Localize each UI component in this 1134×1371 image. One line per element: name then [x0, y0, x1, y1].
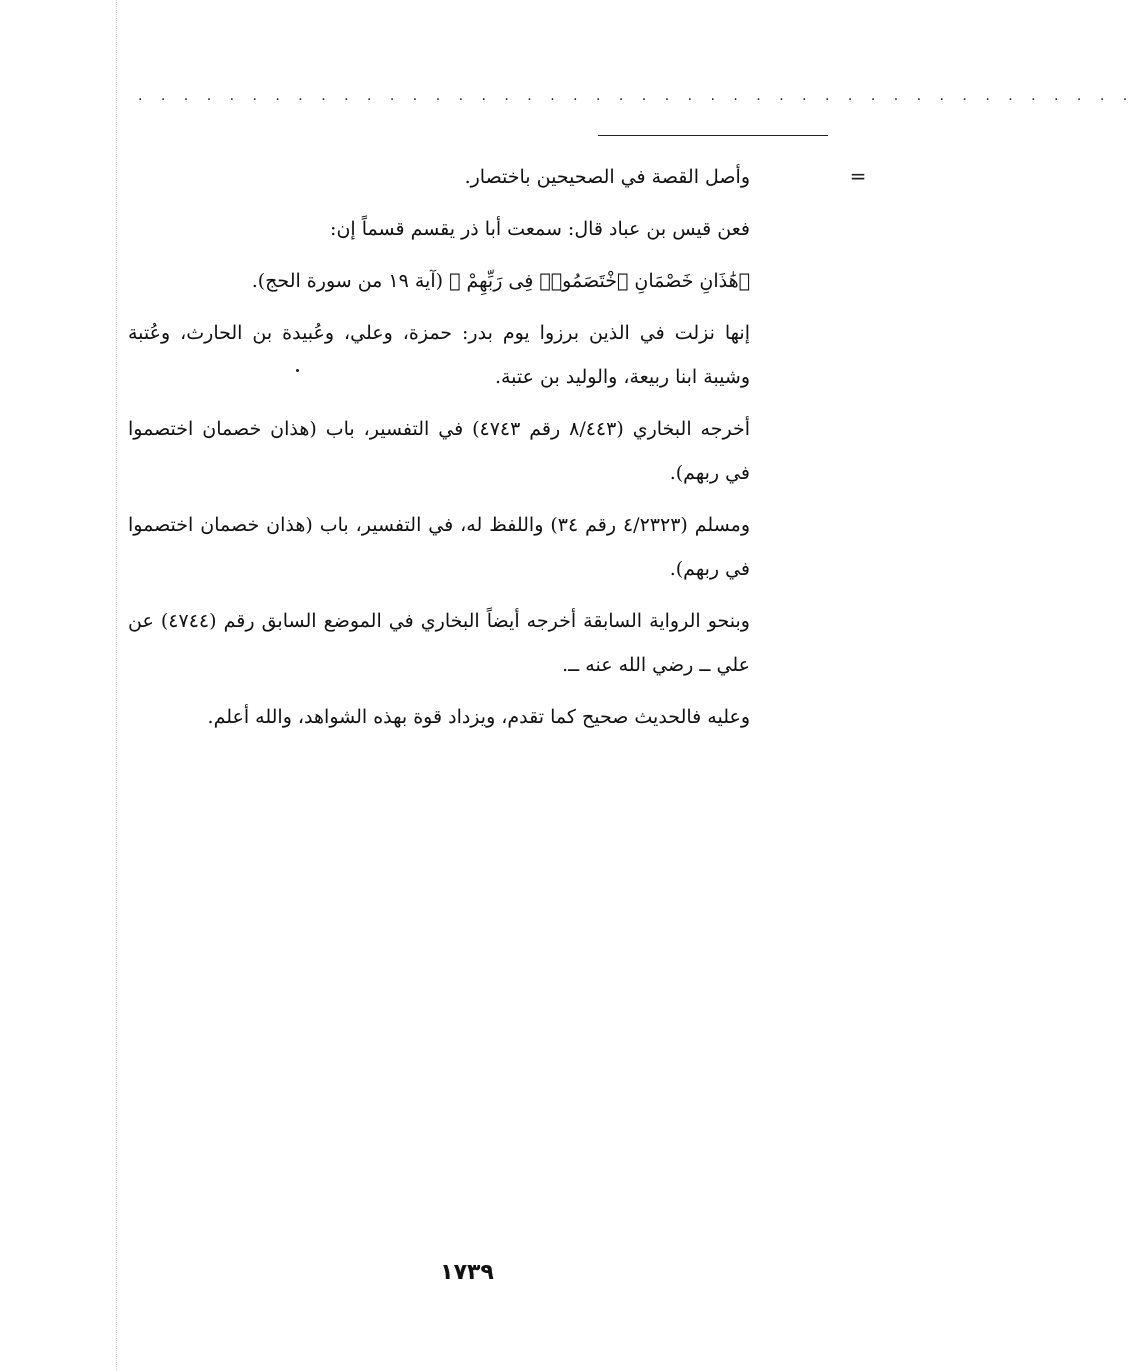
footnote-rule — [598, 135, 828, 136]
scan-edge — [116, 0, 117, 1371]
paragraph-narration: فعن قيس بن عباد قال: سمعت أبا ذر يقسم قسماً إن: — [330, 218, 750, 240]
paragraph-verse: ﴿هَٰذَانِ خَصْمَانِ ٱخْتَصَمُوا۟ فِى رَبِّهِمْ ﴾ (آية ١٩ من سورة الحج). — [251, 270, 750, 292]
paragraph-muslim: ومسلم (٤/٢٣٢٣ رقم ٣٤) واللفظ له، في التفسير، باب (هذان خصمان اختصموا في ربهم). — [128, 514, 750, 580]
paragraph-revelation: إنها نزلت في الذين برزوا يوم بدر: حمزة، وعلي، وعُبيدة بن الحارث، وعُتبة وشيبة ابنا ربيعة، والوليد بن عتبة. — [128, 322, 750, 388]
paragraph-origin: وأصل القصة في الصحيحين باختصار. — [464, 166, 750, 188]
continuation-mark: = — [849, 164, 867, 188]
dotted-separator: . . . . . . . . . . . . . . . . . . . . . . . . . . . . . . . . . . . . . . . . . . . . — [138, 88, 1134, 104]
footnote-text — [128, 155, 750, 747]
page-number: ١٧٣٩ — [440, 1260, 494, 1285]
paragraph-conclusion: وعليه فالحديث صحيح كما تقدم، ويزداد قوة بهذه الشواهد، والله أعلم. — [207, 706, 750, 728]
paragraph-similar: وبنحو الرواية السابقة أخرجه أيضاً البخاري في الموضع السابق رقم (٤٧٤٤) عن علي ــ رضي الله عنه ــ. — [128, 610, 750, 676]
paragraph-bukhari: أخرجه البخاري (٨/٤٤٣ رقم ٤٧٤٣) في التفسير، باب (هذان خصمان اختصموا في ربهم). — [128, 418, 750, 484]
